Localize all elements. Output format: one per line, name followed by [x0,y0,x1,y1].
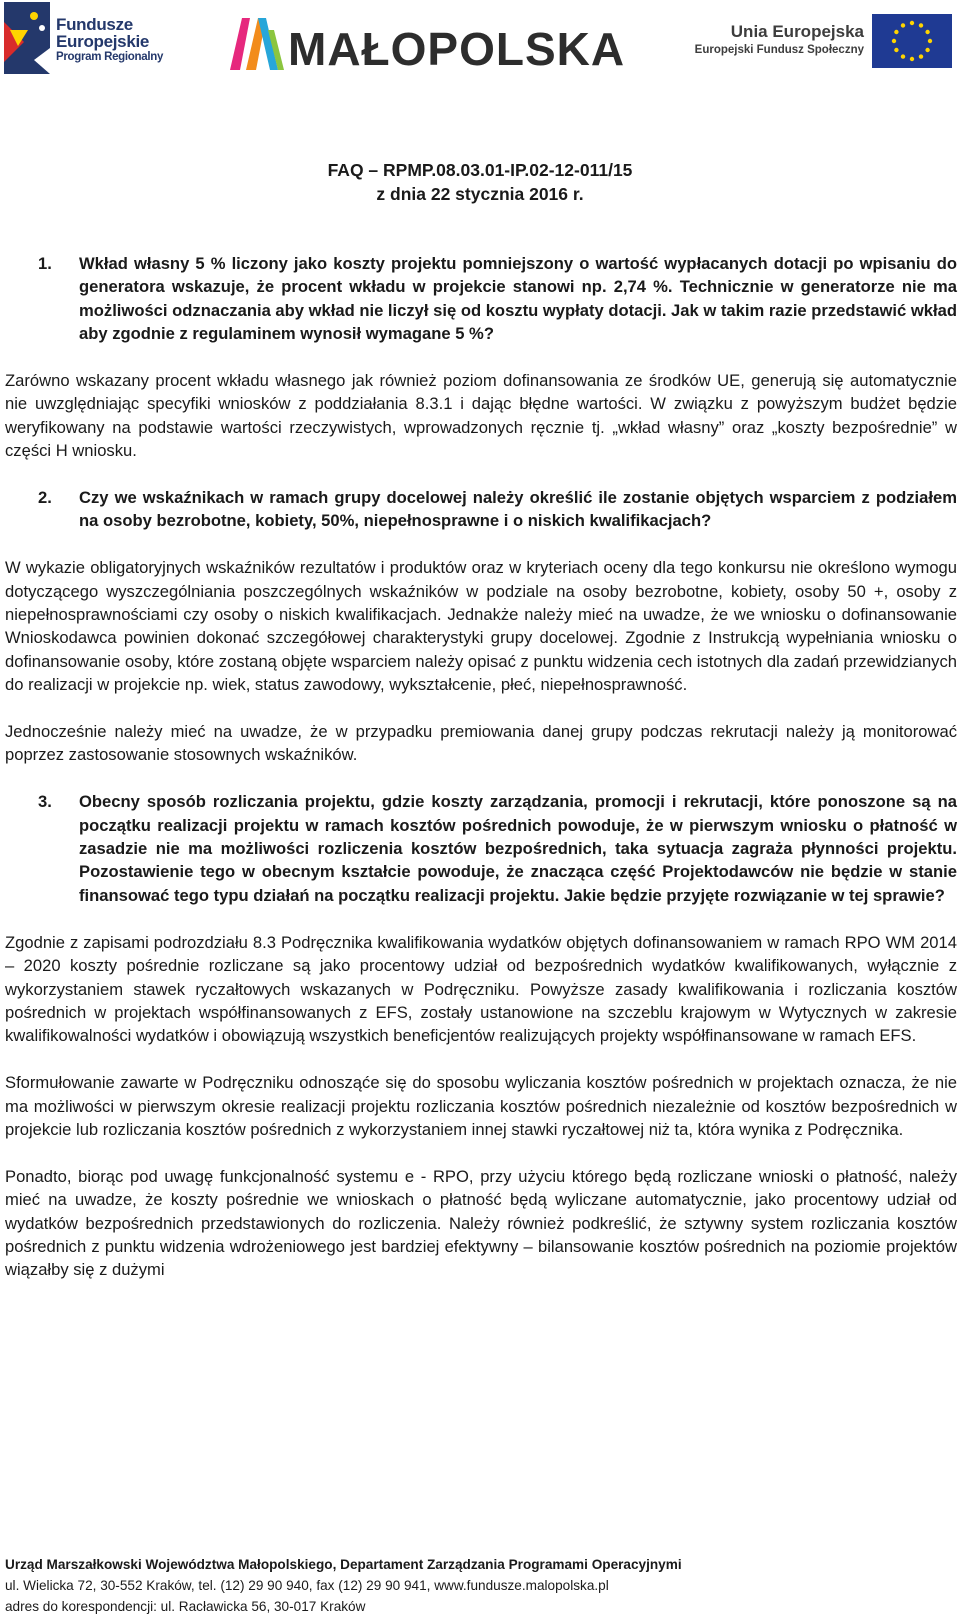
ue-line2: Europejski Fundusz Społeczny [694,44,864,56]
question-1 [5,252,957,346]
faq-content [5,252,957,1282]
malopolska-logo [228,10,628,75]
title-line1: FAQ – RPMP.08.03.01-IP.02-12-011/15 [327,160,633,180]
question-3 [5,790,957,907]
answer-paragraph: Ponadto, biorąc pod uwagę funkcjonalność systemu e - RPO, przy użyciu którego będą rozliczane wnioski o płatność, należy mieć na uwadze, że koszty pośrednie we wnioskach o płatność będą wyliczane automatycznie, jako procentowy udział od wydatków bezpośrednich przedstawionych do rozliczenia. Należy również podkreślić, że sztywny system rozliczania kosztów pośrednich z punktu widzenia wdrożeniowego jest bardziej efektywny – bilansowanie kosztów pośrednich na poziomie projektów wiązałby się z dużymi [5,1166,957,1280]
footer-correspondence: adres do korespondencji: ul. Racławicka 56, 30-017 Kraków [5,1599,366,1614]
ue-line1: Unia Europejska [730,22,864,41]
answer-paragraph: Zarówno wskazany procent wkładu własnego jak również poziom dofinansowania ze środków UE, generują się automatycznie nie uwzględniając specyfiki wniosków z poddziałania 8.3.1 i dając błędne wartości. W związku z powyższym budżet będzie weryfikowany na podstawie wartości rzeczywistych, wprowadzonych ręcznie tj. „wkład własny” oraz „koszty bezpośrednie” w części H wniosku. [5,371,957,461]
eu-flag-icon [872,14,952,68]
title-line2: z dnia 22 stycznia 2016 r. [376,184,584,204]
fe-line3: Program Regionalny [56,51,164,63]
answer-paragraph: Zgodnie z zapisami podrozdziału 8.3 Podręcznika kwalifikowania wydatków objętych dofinansowaniem w ramach RPO WM 2014 – 2020 koszty pośrednie rozliczane są jako procentowy udział od bezpośrednich wydatków kwalifikowanych, wyłącznie z wykorzystaniem stawek ryczałtowych wskazanych w Podręczniku. Powyższe zasady kwalifikowania i rozliczania kosztów pośrednich w projektach współfinansowanych z EFS, zostały ustanowione na szczeblu krajowym w Wytycznych w zakresie kwalifikowalności wydatków i obowiązują wszystkich beneficjentów realizujących projekty współfinansowane w ramach EFS. [5,932,957,1046]
logo-bar [0,0,960,80]
answer-paragraph: Jednocześnie należy mieć na uwadze, że w przypadku premiowania danej grupy podczas rekrutacji należy ją monitorować poprzez zastosowanie stosownych wskaźników. [5,722,957,765]
malopolska-emblem [228,10,288,72]
question-number: 1. [38,254,52,273]
document-title [0,158,960,206]
unia-europejska-logo [688,12,956,72]
fundusze-europejskie-emblem [4,2,50,74]
unia-europejska-wordmark [688,22,864,58]
question-number: 3. [38,792,52,812]
question-text: Obecny sposób rozliczania projektu, gdzie koszty zarządzania, promocji i rekrutacji, które ponoszone są na początku realizacji projektu w ramach kosztów pośrednich powoduje, że w pierwszym wniosku o płatność w zasadzie nie ma możliwości rozliczenia kosztów bezpośrednich, taka sytuacja zagraża płynności projektu. Pozostawienie tego w obecnym kształcie powoduje, że znacząca część Projektodawców nie będzie w stanie finansować tego typu działań na początku realizacji projektu. Jakie będzie przyjęte rozwiązanie w tej sprawie? [79,792,957,905]
footer-address: ul. Wielicka 72, 30-552 Kraków, tel. (12) 29 90 940, fax (12) 29 90 941, www.fundusze.malopolska.pl [5,1578,609,1593]
footer-institution: Urząd Marszałkowski Województwa Małopolskiego, Departament Zarządzania Programami Operacyjnymi [5,1557,682,1572]
answer-paragraph: Sformułowanie zawarte w Podręczniku odnosząće się do sposobu wyliczania kosztów pośrednich w projektach oznacza, że nie ma możliwości w pierwszym okresie realizacji projektu rozliczania kosztów pośrednich niezależnie od kosztów bezpośrednich w projekcie lub rozliczania kosztów pośrednich z wykorzystaniem innej stawki ryczałtowej niż ta, która wynika z Podręcznika. [5,1073,957,1139]
malopolska-wordmark: MAŁOPOLSKA [288,23,626,75]
question-2 [5,486,957,533]
fundusze-europejskie-wordmark [56,16,163,64]
fundusze-europejskie-logo [4,2,176,74]
question-text: Czy we wskaźnikach w ramach grupy docelowej należy określić ile zostanie objętych wsparciem z podziałem na osoby bezrobotne, kobiety, 50%, niepełnosprawne i o niskich kwalifikacjach? [79,488,957,531]
question-number: 2. [38,488,52,508]
answer-paragraph: W wykazie obligatoryjnych wskaźników rezultatów i produktów oraz w kryteriach oceny dla tego konkursu nie określono wymogu dotyczącego wyszczególniania poszczególnych wskaźników w podziale na osoby bezrobotne, kobiety, osoby 50 +, osoby z niepełnosprawnościami czy osoby o niskich kwalifikacjach. Jednakże należy mieć na uwadze, że we wniosku o dofinansowanie Wnioskodawca powinien dokonać szczegółowej charakterystyki grupy docelowej. Zgodnie z Instrukcją wypełniania wniosku o dofinansowanie osoby, które zostaną objęte wsparciem należy opisać z punktu widzenia cech istotnych dla zadań przewidzianych do realizacji w projekcie np. wiek, status zawodowy, wykształcenie, płeć, niepełnosprawność. [5,558,957,695]
fe-line1: Fundusze [56,15,133,34]
fe-line2: Europejskie [56,32,150,51]
page-footer [5,1554,955,1617]
question-text: Wkład własny 5 % liczony jako koszty projektu pomniejszony o wartość wypłacanych dotacji po wpisaniu do generatora wskazuje, że procent wkładu w projekcie stanowi np. 2,74 %. Technicznie w generatorze nie ma możliwości odznaczania aby wkład nie liczył się od kosztu wypłaty dotacji. Jak w takim razie przedstawić wkład aby zgodnie z regulaminem wynosił wymagane 5 %? [79,254,957,344]
